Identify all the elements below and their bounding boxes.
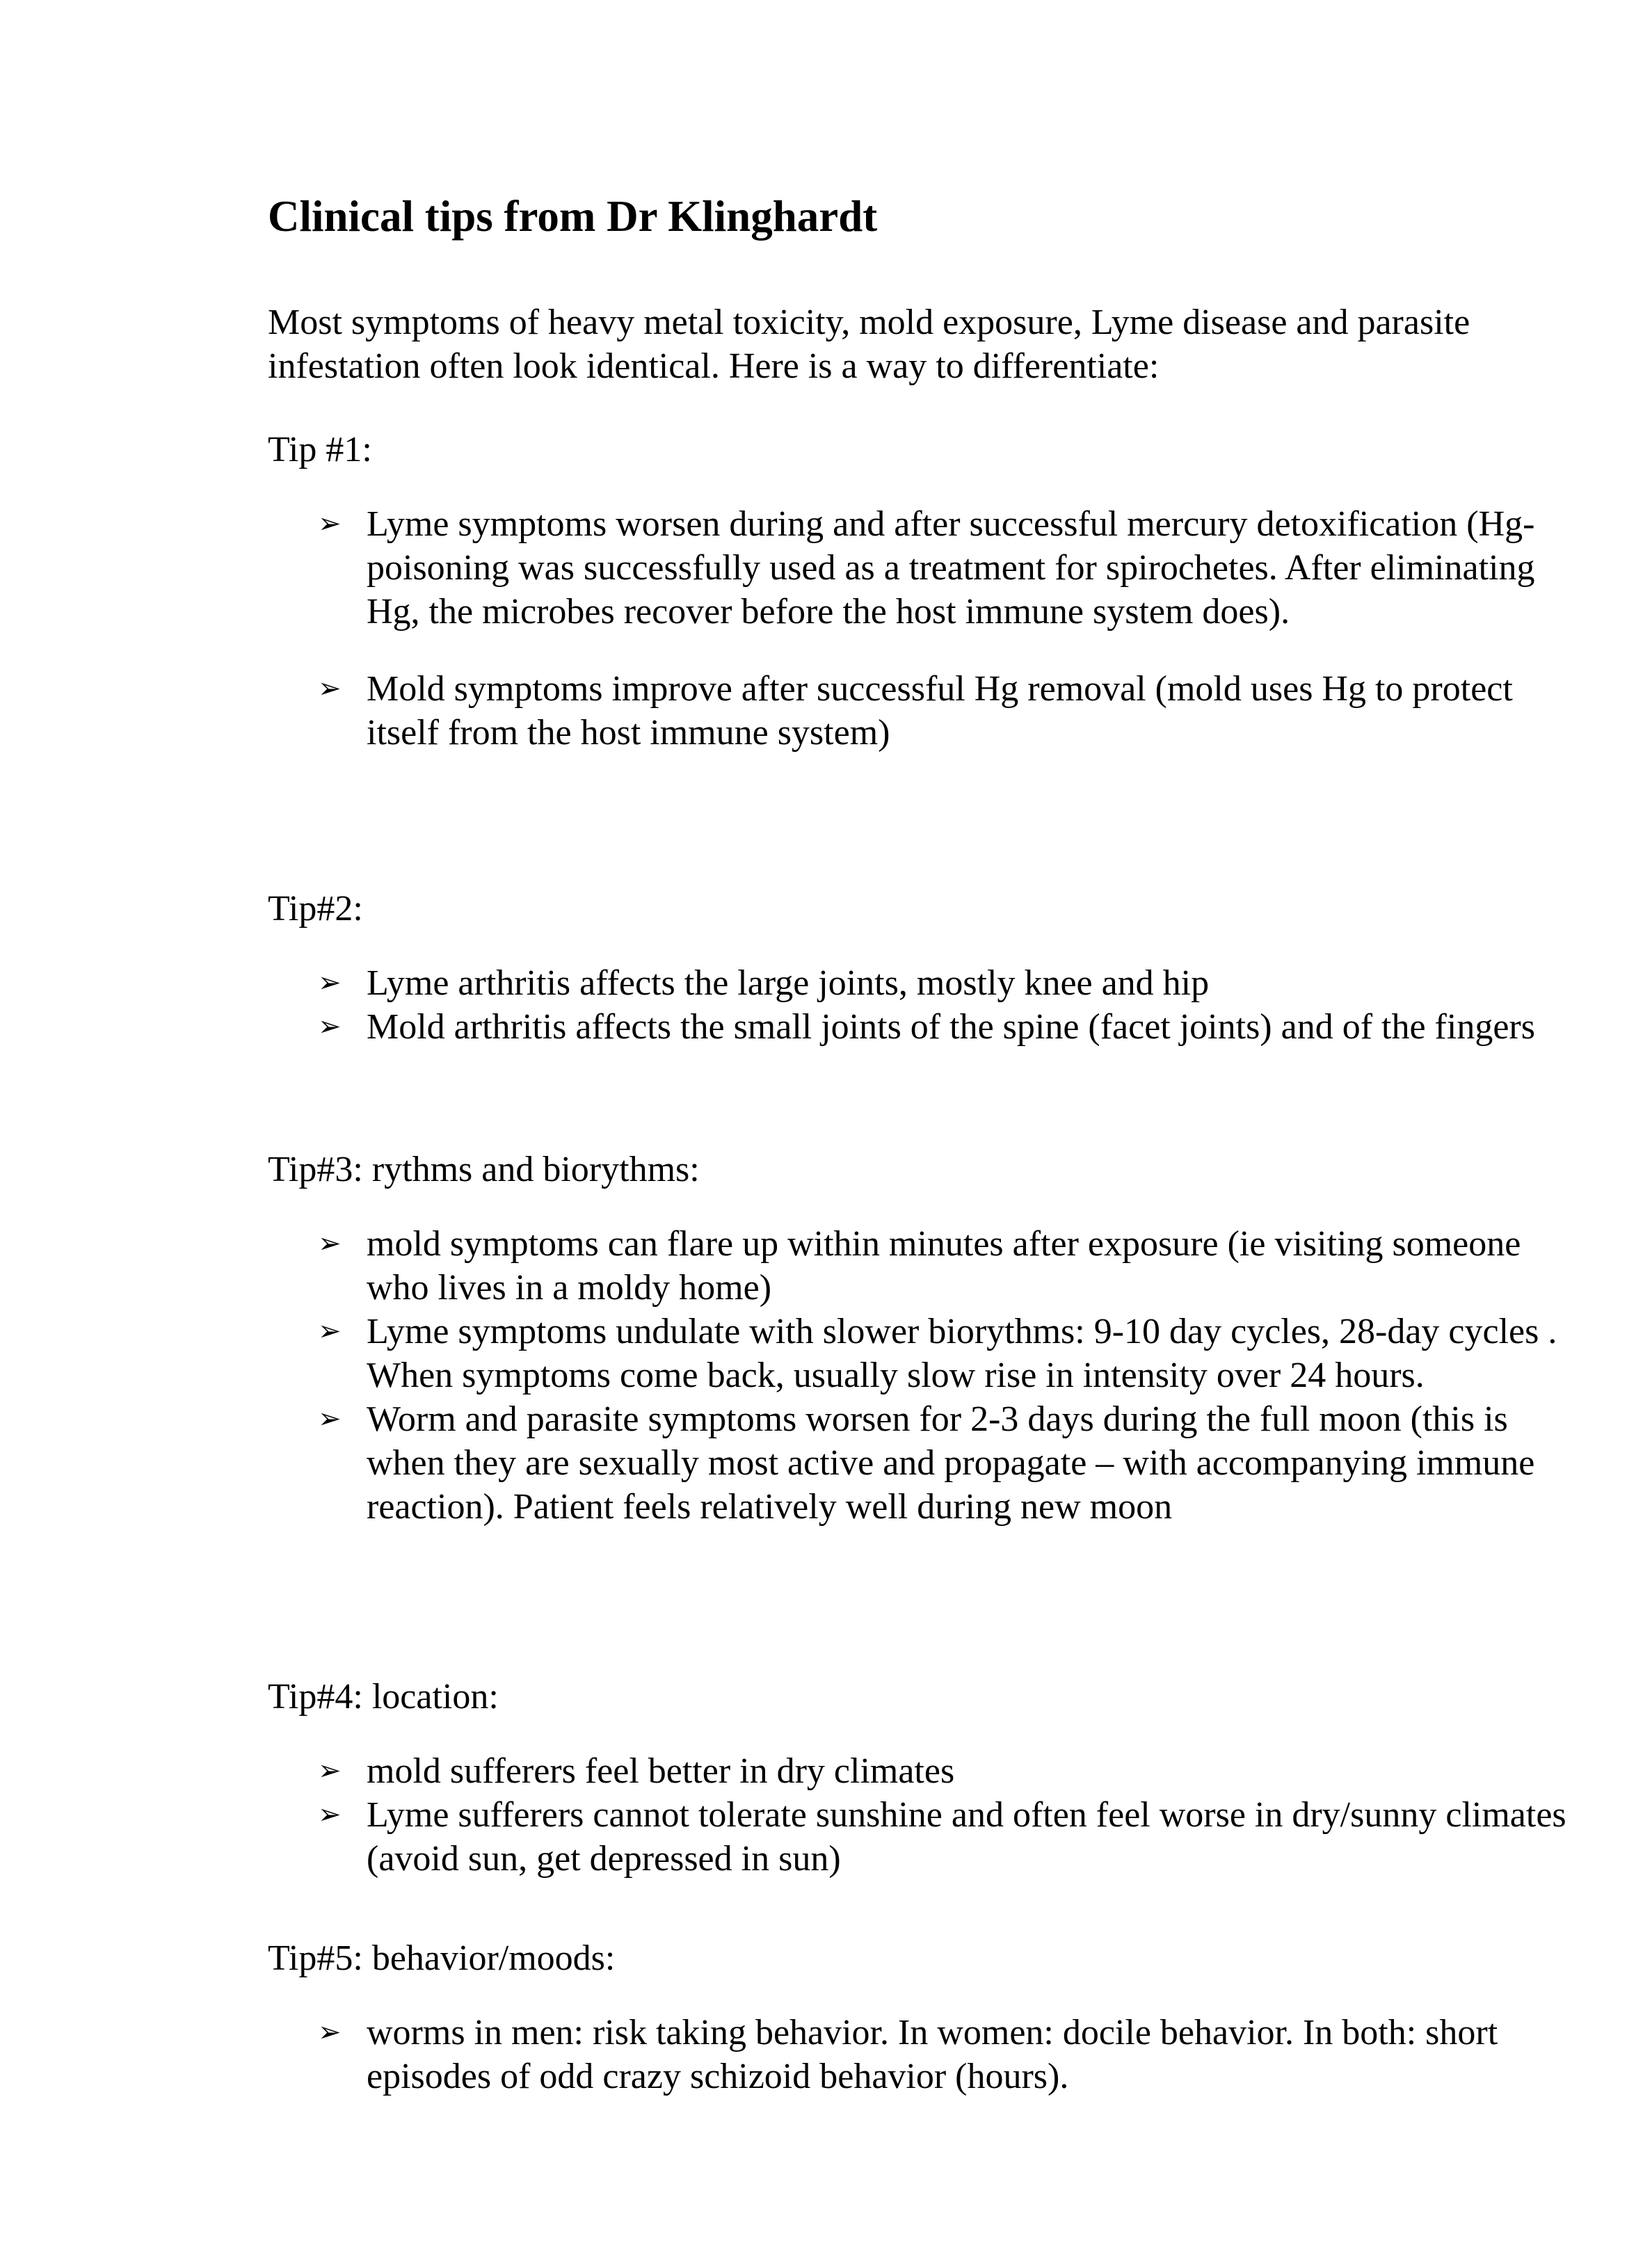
tip-3-heading: Tip#3: rythms and biorythms: <box>268 1150 700 1189</box>
list-item-text: mold symptoms can flare up within minutes after exposure (ie visiting someone who lives in a moldy home) <box>367 1224 1521 1308</box>
list-item <box>268 2011 1575 2098</box>
list-item-text: Mold symptoms improve after successful Hg removal (mold uses Hg to protect itself from the host immune system) <box>367 669 1513 753</box>
tip-5-heading: Tip#5: behavior/moods: <box>268 1938 616 1978</box>
document-title: Clinical tips from Dr Klinghardt <box>268 192 878 241</box>
list-item <box>268 1310 1575 1397</box>
list-item <box>268 1749 1575 1793</box>
arrow-bullet-icon: ➢ <box>318 1315 342 1347</box>
document-page <box>268 0 1575 2266</box>
list-item-text: worms in men: risk taking behavior. In women: docile behavior. In both: short episodes of odd crazy schizoid behavior (hours). <box>367 2013 1498 2096</box>
arrow-bullet-icon: ➢ <box>318 508 342 540</box>
list-item <box>268 1005 1575 1049</box>
tip-5-bullet-list <box>268 2011 1575 2098</box>
tip-1-section <box>268 428 1575 755</box>
list-item-text: mold sufferers feel better in dry climates <box>367 1751 955 1791</box>
tip-1-heading: Tip #1: <box>268 430 372 469</box>
tip-2-bullet-list <box>268 961 1575 1049</box>
arrow-bullet-icon: ➢ <box>318 1011 342 1043</box>
arrow-bullet-icon: ➢ <box>318 1755 342 1787</box>
tip-3-section <box>268 1148 1575 1529</box>
tip-4-bullet-list <box>268 1749 1575 1881</box>
intro-paragraph: Most symptoms of heavy metal toxicity, mold exposure, Lyme disease and parasite infestation often look identical. Here is a way to differentiate: <box>268 303 1470 386</box>
arrow-bullet-icon: ➢ <box>318 2016 342 2048</box>
tip-5-section <box>268 1936 1575 2098</box>
list-item-text: Lyme symptoms undulate with slower biorythms: 9-10 day cycles, 28-day cycles . When symptoms come back, usually slow rise in intensity over 24 hours. <box>367 1312 1557 1395</box>
tip-3-bullet-list <box>268 1222 1575 1529</box>
list-item <box>268 1793 1575 1881</box>
list-item <box>268 961 1575 1005</box>
list-item <box>268 1222 1575 1310</box>
list-item-text: Lyme sufferers cannot tolerate sunshine and often feel worse in dry/sunny climates (avoid sun, get depressed in sun) <box>367 1795 1566 1879</box>
tip-2-heading: Tip#2: <box>268 889 363 929</box>
arrow-bullet-icon: ➢ <box>318 1799 342 1831</box>
arrow-bullet-icon: ➢ <box>318 1403 342 1435</box>
list-item <box>268 502 1575 634</box>
tip-1-bullet-list <box>268 502 1575 755</box>
list-item-text: Worm and parasite symptoms worsen for 2-3 days during the full moon (this is when they are sexually most active and propagate – with accompanying immune reaction). Patient feels relatively well during new moon <box>367 1399 1535 1527</box>
list-item <box>268 1397 1575 1529</box>
list-item-text: Lyme symptoms worsen during and after successful mercury detoxification (Hg-poisoning was successfully used as a treatment for spirochetes. After eliminating Hg, the microbes recover before the host immune system does). <box>367 504 1535 632</box>
tip-4-heading: Tip#4: location: <box>268 1677 499 1717</box>
list-item <box>268 667 1575 755</box>
arrow-bullet-icon: ➢ <box>318 1228 342 1260</box>
tip-4-section <box>268 1675 1575 1881</box>
list-item-text: Lyme arthritis affects the large joints, mostly knee and hip <box>367 963 1210 1003</box>
arrow-bullet-icon: ➢ <box>318 673 342 705</box>
tip-2-section <box>268 887 1575 1049</box>
list-item-text: Mold arthritis affects the small joints of the spine (facet joints) and of the fingers <box>367 1007 1535 1047</box>
arrow-bullet-icon: ➢ <box>318 967 342 999</box>
